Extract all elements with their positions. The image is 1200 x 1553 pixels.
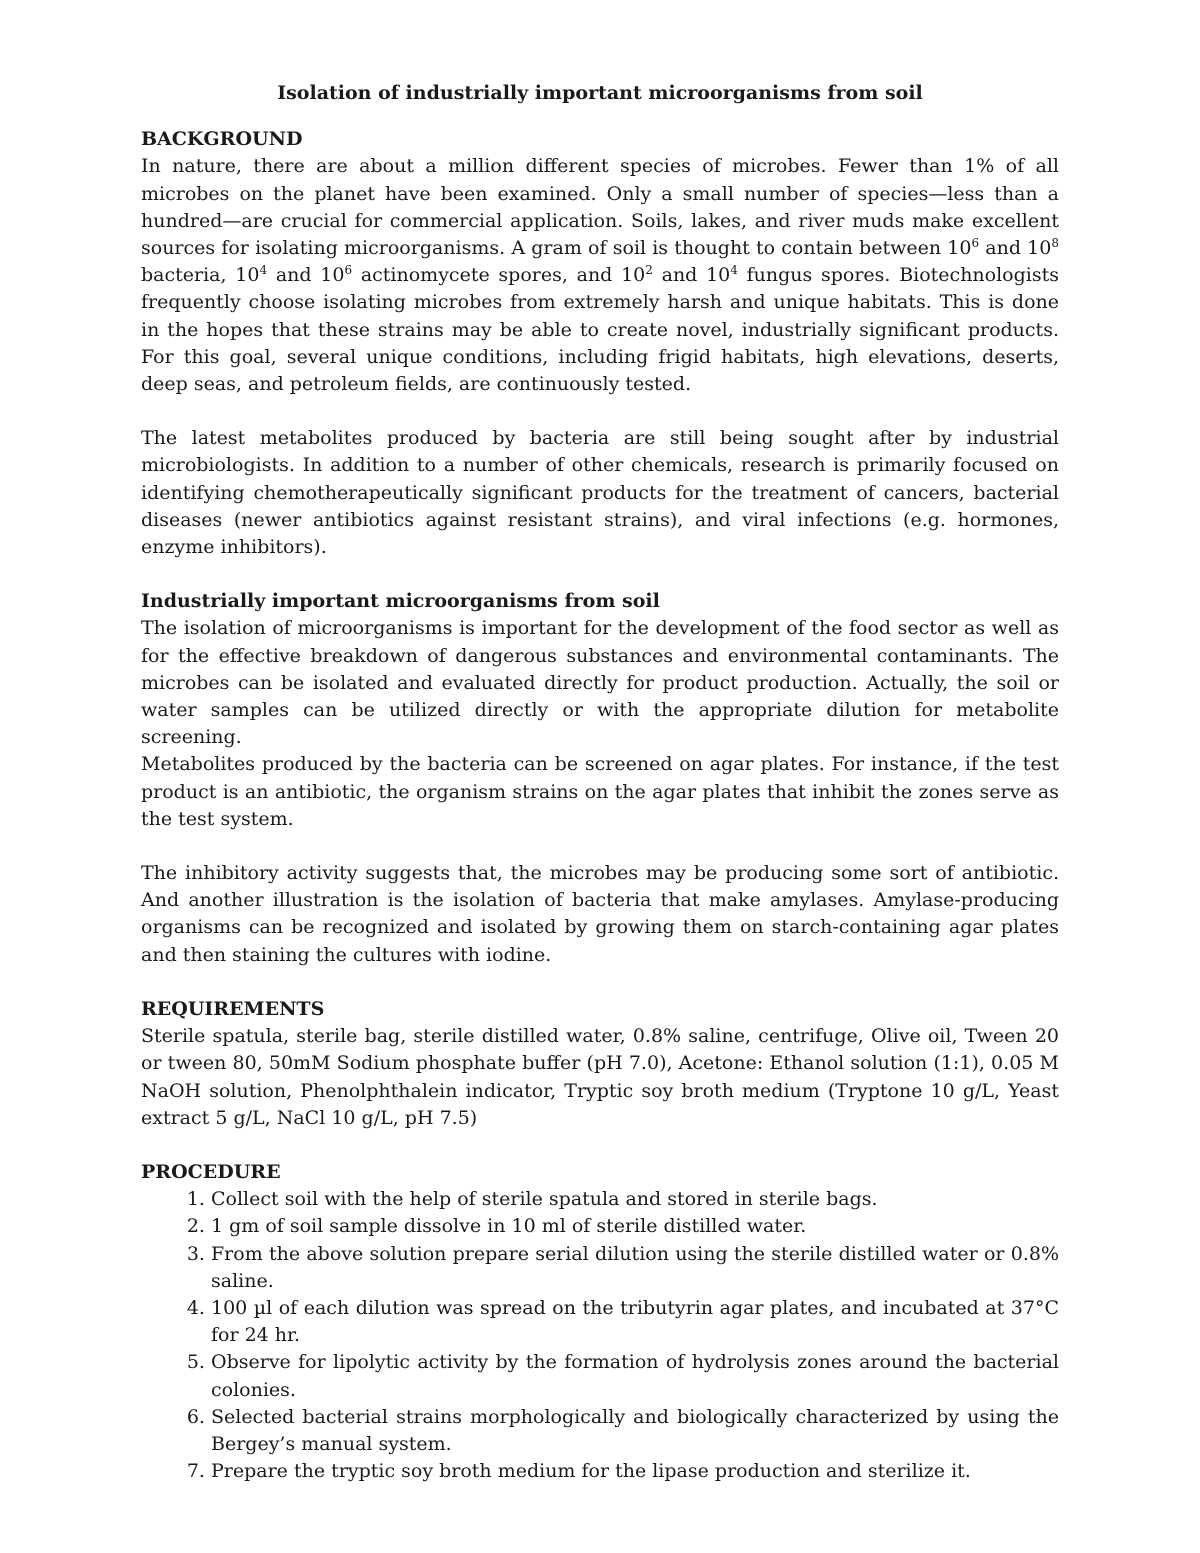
background-heading: BACKGROUND (141, 128, 303, 151)
background-paragraph-2: The latest metabolites produced by bacteria are still being sought after by industrial microbiologists. In addition to a number of other chemicals, research is primarily focused on identifying chemotherapeutically significant products for the treatment of cancers, bacterial diseases (newer antibiotics against resistant strains), and viral infections (e.g. hormones, enzyme inhibitors). (141, 427, 1059, 559)
procedure-list (141, 1186, 1059, 1485)
background-paragraph-1: In nature, there are about a million different species of microbes. Fewer than 1% of all microbes on the planet have been examined. Only a small number of species—less than a hundred—are crucial for commercial application. Soils, lakes, and river muds make excellent sources for isolating microorganisms. A gram of soil is thought to contain between $10^6$ and $10^8$ bacteria, $10^4$ and $10^6$ actinomycete spores, and $10^2$ and $10^4$ fungus spores. Biotechnologists frequently choose isolating microbes from extremely harsh and unique habitats. This is done in the hopes that these strains may be able to create novel, industrially significant products. For this goal, several unique conditions, including frigid habitats, high elevations, deserts, deep seas, and petroleum fields, are continuously tested. (141, 155, 1059, 396)
procedure-step: 1. Collect soil with the help of sterile spatula and stored in sterile bags. (211, 1186, 1059, 1213)
industrial-paragraph-3: The inhibitory activity suggests that, the microbes may be producing some sort of antibiotic. And another illustration is the isolation of bacteria that make amylases. Amylase-producing organisms can be recognized and isolated by growing them on starch-containing agar plates and then staining the cultures with iodine. (141, 862, 1059, 966)
requirements-text: Sterile spatula, sterile bag, sterile distilled water, 0.8% saline, centrifuge, Olive oil, Tween 20 or tween 80, 50mM Sodium phosphate buffer (pH 7.0), Acetone: Ethanol solution (1:1), 0.05 M NaOH solution, Phenolphthalein indicator, Tryptic soy broth medium (Tryptone 10 g/L, Yeast extract 5 g/L, NaCl 10 g/L, pH 7.5) (141, 1025, 1059, 1129)
procedure-heading: PROCEDURE (141, 1160, 281, 1183)
procedure-step: 7. Prepare the tryptic soy broth medium for the lipase production and sterilize it. (211, 1458, 1059, 1485)
requirements-heading: REQUIREMENTS (141, 997, 325, 1020)
document-title: Isolation of industrially important microorganisms from soil (277, 82, 923, 104)
industrial-paragraph-2: Metabolites produced by the bacteria can be screened on agar plates. For instance, if the test product is an antibiotic, the organism strains on the agar plates that inhibit the zones serve as the test system. (141, 753, 1059, 830)
procedure-step: 4. 100 µl of each dilution was spread on the tributyrin agar plates, and incubated at 37°C for 24 hr. (211, 1295, 1059, 1349)
procedure-step: 2. 1 gm of soil sample dissolve in 10 ml of sterile distilled water. (211, 1213, 1059, 1240)
procedure-step: 3. From the above solution prepare serial dilution using the sterile distilled water or 0.8% saline. (211, 1241, 1059, 1295)
document-page (141, 80, 1059, 1485)
procedure-step: 5. Observe for lipolytic activity by the formation of hydrolysis zones around the bacterial colonies. (211, 1349, 1059, 1403)
industrial-paragraph-1: The isolation of microorganisms is important for the development of the food sector as well as for the effective breakdown of dangerous substances and environmental contaminants. The microbes can be isolated and evaluated directly for product production. Actually, the soil or water samples can be utilized directly or with the appropriate dilution for metabolite screening. (141, 617, 1059, 749)
industrial-heading: Industrially important microorganisms from soil (141, 590, 660, 613)
procedure-step: 6. Selected bacterial strains morphologically and biologically characterized by using the Bergey’s manual system. (211, 1404, 1059, 1458)
